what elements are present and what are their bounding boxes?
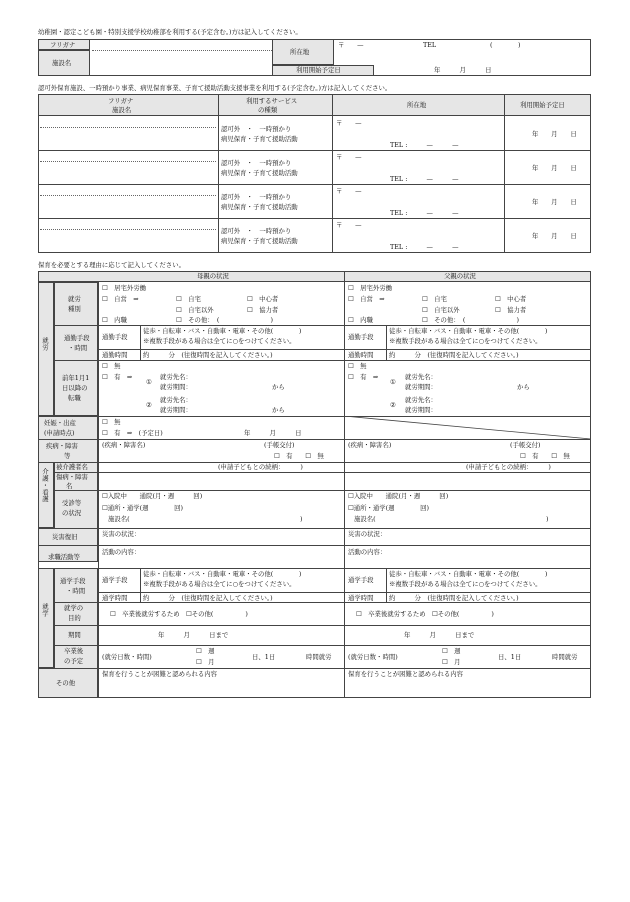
mother-disaster[interactable]: 災害の状況：	[102, 530, 141, 538]
mother-techo: (手帳交付)	[264, 441, 295, 449]
father-helper[interactable]: ☐ 協力者	[495, 306, 527, 314]
sec1-tel-field[interactable]: ( )	[490, 41, 521, 49]
row-line	[38, 528, 591, 529]
purpose-label-b: 目的	[68, 614, 81, 622]
other-label: その他	[56, 679, 76, 687]
row-line	[54, 472, 591, 473]
father-job1-name[interactable]: 就労先名：	[405, 373, 437, 381]
mother-commute-time-label: 通勤時間	[102, 351, 128, 359]
father-school-vline	[386, 568, 387, 602]
work-group-label: 就労	[41, 337, 49, 351]
sec1-tel-label: TEL	[423, 41, 437, 49]
work-type-label-a: 就労	[68, 295, 81, 303]
father-after-month[interactable]: ☐ 月	[442, 658, 461, 666]
father-tsusho[interactable]: ☐通所・通学(週 回)	[348, 504, 430, 512]
sec2-row3-svc2[interactable]: 病児保育・子育て援助活動	[221, 203, 298, 211]
father-job2-num: ②	[390, 401, 396, 409]
after-label-a: 卒業後	[64, 647, 84, 655]
sec2-hline2	[38, 184, 591, 185]
sec2-row1-tel[interactable]: TEL : — —	[390, 141, 459, 149]
school-means-label-a: 通学手段	[60, 577, 86, 585]
mother-school-vline	[140, 568, 141, 602]
sec2-row3-date[interactable]: 年 月 日	[532, 198, 577, 206]
row-line	[54, 645, 591, 646]
sec2-row1-postal[interactable]: 〒 —	[336, 119, 362, 127]
row-line	[38, 439, 591, 440]
mother-header: 母親の状況	[197, 272, 229, 280]
father-school-time-label: 通学時間	[348, 594, 374, 602]
row-line	[38, 568, 591, 569]
label-col-divider	[98, 282, 99, 698]
mother-school-hline	[98, 592, 344, 593]
mother-preg-has[interactable]: ☐ 有 ⇒ (予定日)	[102, 429, 163, 437]
mother-job1-period[interactable]: 就労期間：	[160, 383, 192, 391]
father-ill-name[interactable]: (疾病・障害名)	[348, 441, 392, 449]
work-group-divider	[54, 282, 55, 416]
mother-tsusho[interactable]: ☐通所・通学(週 回)	[102, 504, 184, 512]
mother-preg-date[interactable]: 年 月 日	[244, 429, 302, 437]
illness-label-b: 等	[64, 452, 71, 460]
father-hosp[interactable]: ☐入院中 通院(月・週 回)	[348, 492, 449, 500]
care-ill-label-b: 名	[66, 482, 73, 490]
mother-prev-none[interactable]: ☐ 無	[102, 362, 121, 370]
mother-school-means[interactable]: 徒歩・自転車・バス・自動車・電車・その他( )	[143, 570, 302, 578]
mother-job1-kara: から	[272, 383, 285, 391]
pregnancy-na-diagonal	[344, 416, 591, 439]
school-means-label-b: ・時間	[66, 587, 86, 595]
sec2-row4-tel[interactable]: TEL : — —	[390, 243, 459, 251]
father-outside-work[interactable]: ☐ 居宅外労働	[348, 284, 393, 292]
father-commute-hline	[344, 349, 591, 350]
mother-school-note: ※複数手段がある場合は全てに○をつけてください。	[143, 580, 296, 588]
sec1-start-label: 利用開始予定日	[296, 66, 341, 74]
sec1-heading: 幼稚園・認定こども園・特別支援学校幼稚部を利用する(予定含む。)方は記入してください。	[38, 28, 302, 36]
father-care-rel[interactable]: (申請子どもとの続柄： )	[466, 463, 551, 471]
mother-shisetsu-close: )	[300, 515, 303, 523]
row-line	[38, 668, 591, 669]
row-line	[54, 602, 591, 603]
preg-label-b: (申請時点)	[44, 429, 75, 437]
sec2-row2-svc2[interactable]: 病児保育・子育て援助活動	[221, 169, 298, 177]
father-period[interactable]: 年 月 日まで	[404, 631, 475, 639]
father-shisetsu-close: )	[546, 515, 549, 523]
father-school-hline	[344, 592, 591, 593]
mother-school-means-label: 通学手段	[102, 576, 128, 584]
sec1-start-value[interactable]: 年 月 日	[434, 66, 492, 74]
father-after-text: (就労日数・時間)	[348, 653, 398, 661]
school-group-label: 就学	[41, 603, 49, 617]
sec2-row2-svc1[interactable]: 認可外 ・ 一時預かり	[221, 159, 292, 167]
father-school-means-label: 通学手段	[348, 576, 374, 584]
sec1-postal[interactable]: 〒 —	[338, 41, 364, 49]
sec2-vline1	[218, 94, 219, 253]
sec2-dotted	[40, 127, 216, 128]
mother-techo-opts[interactable]: ☐ 有 ☐ 無	[274, 452, 324, 460]
sec2-row2-tel[interactable]: TEL : — —	[390, 175, 459, 183]
mother-after-text: (就労日数・時間)	[102, 653, 152, 661]
sec2-hline3	[38, 218, 591, 219]
mother-job2-name[interactable]: 就労先名：	[160, 396, 192, 404]
mother-commute-time[interactable]: 約 分 (往復時間を記入してください。)	[143, 351, 273, 359]
care-group-divider	[54, 462, 55, 528]
mother-commute-means[interactable]: 徒歩・自転車・バス・自動車・電車・その他( )	[143, 327, 302, 335]
mother-other-text[interactable]: 保育を行うことが困難と認められる内容	[102, 670, 218, 678]
mother-school-time[interactable]: 約 分 (往復時間を記入してください。)	[143, 594, 273, 602]
sec2-row4-svc1[interactable]: 認可外 ・ 一時預かり	[221, 227, 292, 235]
mother-piecework[interactable]: ☐ 内職	[102, 316, 127, 324]
mother-school-time-label: 通学時間	[102, 594, 128, 602]
father-commute-means[interactable]: 徒歩・自転車・バス・自動車・電車・その他( )	[389, 327, 548, 335]
sec2-col3: 所在地	[407, 101, 427, 109]
sec1-address-label: 所在地	[290, 48, 310, 56]
school-group-cell	[38, 568, 54, 668]
father-other[interactable]: ☐ その他： ( )	[422, 316, 519, 324]
mother-helper[interactable]: ☐ 協力者	[247, 306, 279, 314]
father-after-week[interactable]: ☐ 週	[442, 647, 461, 655]
father-header: 父親の状況	[444, 272, 476, 280]
father-job1-period[interactable]: 就労期間：	[405, 383, 437, 391]
sec2-row3-svc1[interactable]: 認可外 ・ 一時預かり	[221, 193, 292, 201]
father-self-employed[interactable]: ☐ 自営 ⇒	[348, 295, 385, 303]
father-commute-vline	[386, 325, 387, 360]
juryo-label-a: 受診等	[62, 499, 82, 507]
work-type-label-b: 種別	[68, 305, 81, 313]
mother-purpose[interactable]: ☐ 卒業後就労するため ☐その他( )	[110, 610, 248, 618]
commute-label-a: 通勤手段	[64, 334, 90, 342]
father-job1-kara: から	[517, 383, 530, 391]
row-line	[54, 325, 591, 326]
mother-period[interactable]: 年 月 日まで	[158, 631, 229, 639]
sec2-col1b: 施設名	[112, 106, 132, 114]
row-line	[38, 545, 591, 546]
sec2-heading: 認可外保育施設、一時預かり事業、病児保育事業、子育て援助活動支援事業を利用する(予定含む。)方は記入してください。	[38, 84, 392, 92]
care-person-label: 被介護者名	[56, 463, 88, 471]
care-ill-label-a: 傷病・障害	[56, 473, 88, 481]
mother-prev-has[interactable]: ☐ 有 ⇒	[102, 373, 133, 381]
row-line	[54, 360, 591, 361]
mother-after-week[interactable]: ☐ 週	[196, 647, 215, 655]
sec2-dotted	[40, 229, 216, 230]
care-group-label: 介護・看護	[41, 468, 49, 503]
mother-after-hours[interactable]: 時間就労	[306, 653, 332, 661]
sec3-header-row	[38, 271, 591, 282]
mother-job2-period[interactable]: 就労期間：	[160, 406, 192, 414]
after-label-b: の予定	[64, 657, 84, 665]
sec2-row4-postal[interactable]: 〒 —	[336, 221, 362, 229]
period-label: 期間	[68, 631, 81, 639]
mother-outside-work[interactable]: ☐ 居宅外労働	[102, 284, 147, 292]
mother-other[interactable]: ☐ その他： ( )	[176, 316, 273, 324]
mother-commute-hline	[98, 349, 344, 350]
sec2-row1-svc2[interactable]: 病児保育・子育て援助活動	[221, 135, 298, 143]
mother-seek[interactable]: 活動の内容：	[102, 548, 141, 556]
sec1-furigana-label: フリガナ	[50, 41, 76, 49]
father-prev-none[interactable]: ☐ 無	[348, 362, 367, 370]
father-techo-opts[interactable]: ☐ 有 ☐ 無	[520, 452, 570, 460]
father-seek[interactable]: 活動の内容：	[348, 548, 387, 556]
father-job2-name[interactable]: 就労先名：	[405, 396, 437, 404]
purpose-label-a: 就学の	[64, 604, 84, 612]
mother-after-days[interactable]: 日、1日	[252, 653, 276, 661]
sec2-row4-date[interactable]: 年 月 日	[532, 232, 577, 240]
father-commute-time-label: 通勤時間	[348, 351, 374, 359]
sec2-col2b: の種類	[258, 106, 278, 114]
preg-label-a: 妊娠・出産	[44, 419, 76, 427]
mother-after-month[interactable]: ☐ 月	[196, 658, 215, 666]
mother-commute-means-label: 通勤手段	[102, 333, 128, 341]
mother-job1-name[interactable]: 就労先名：	[160, 373, 192, 381]
illness-label-a: 疾病・障害	[46, 442, 78, 450]
school-group-divider	[54, 568, 55, 668]
mother-home[interactable]: ☐ 自宅	[176, 295, 201, 303]
mother-hosp[interactable]: ☐入院中 通院(月・週 回)	[102, 492, 203, 500]
sec2-row2-date[interactable]: 年 月 日	[532, 164, 577, 172]
mother-main[interactable]: ☐ 中心者	[247, 295, 279, 303]
prev-job-label-c: 転職	[68, 394, 81, 402]
seek-label: 求職活動等	[48, 553, 80, 561]
center-divider	[344, 271, 345, 698]
sec2-col2a: 利用するサービス	[246, 97, 298, 105]
father-main[interactable]: ☐ 中心者	[495, 295, 527, 303]
mother-job1-num: ①	[146, 378, 152, 386]
mother-commute-vline	[140, 325, 141, 360]
father-purpose[interactable]: ☐ 卒業後就労するため ☐その他( )	[356, 610, 494, 618]
sec2-row1-date[interactable]: 年 月 日	[532, 130, 577, 138]
sec2-vline2	[332, 94, 333, 253]
sec1-facility-label: 施設名	[52, 59, 72, 67]
prev-job-label-a: 前年1月1	[62, 374, 90, 382]
sec2-row2-postal[interactable]: 〒 —	[336, 153, 362, 161]
sec3-heading: 保育を必要とする理由に応じて記入してください。	[38, 261, 185, 269]
mother-job2-kara: から	[272, 406, 285, 414]
sec2-dotted	[40, 195, 216, 196]
sec2-row1-svc1[interactable]: 認可外 ・ 一時預かり	[221, 125, 292, 133]
father-disaster[interactable]: 災害の状況：	[348, 530, 387, 538]
mother-commute-note: ※複数手段がある場合は全てに○をつけてください。	[143, 337, 296, 345]
sec2-dotted	[40, 161, 216, 162]
father-techo: (手帳交付)	[510, 441, 541, 449]
sec2-hline1	[38, 150, 591, 151]
father-piecework[interactable]: ☐ 内職	[348, 316, 373, 324]
sec2-vline3	[504, 94, 505, 253]
disaster-label: 災害復旧	[52, 533, 78, 541]
father-job1-num: ①	[390, 378, 396, 386]
sec2-col4: 利用開始予定日	[520, 101, 565, 109]
juryo-label-b: の状況	[62, 509, 82, 517]
sec1-dotted	[92, 50, 272, 51]
mother-job2-num: ②	[146, 401, 152, 409]
mother-care-rel[interactable]: (申請子どもとの続柄： )	[218, 463, 303, 471]
sec2-row3-postal[interactable]: 〒 —	[336, 187, 362, 195]
father-school-means[interactable]: 徒歩・自転車・バス・自動車・電車・その他( )	[389, 570, 548, 578]
sec2-col1a: フリガナ	[108, 97, 134, 105]
mother-ill-name[interactable]: (疾病・障害名)	[102, 441, 146, 449]
father-after-days[interactable]: 日、1日	[498, 653, 522, 661]
father-commute-note: ※複数手段がある場合は全てに○をつけてください。	[389, 337, 542, 345]
sec2-row3-tel[interactable]: TEL : — —	[390, 209, 459, 217]
prev-job-label-b: 日以降の	[62, 384, 88, 392]
mother-shisetsu[interactable]: 施設名(	[108, 515, 130, 523]
row-line	[54, 625, 591, 626]
mother-outside-home[interactable]: ☐ 自宅以外	[176, 306, 214, 314]
mother-self-employed[interactable]: ☐ 自営 ⇒	[102, 295, 139, 303]
father-prev-has[interactable]: ☐ 有 ⇒	[348, 373, 379, 381]
father-home[interactable]: ☐ 自宅	[422, 295, 447, 303]
row-line	[54, 490, 591, 491]
mother-preg-none[interactable]: ☐ 無	[102, 418, 121, 426]
father-outside-home[interactable]: ☐ 自宅以外	[422, 306, 460, 314]
father-school-time[interactable]: 約 分 (往復時間を記入してください。)	[389, 594, 519, 602]
father-after-hours[interactable]: 時間就労	[552, 653, 578, 661]
sec2-row4-svc2[interactable]: 病児保育・子育て援助活動	[221, 237, 298, 245]
father-shisetsu[interactable]: 施設名(	[354, 515, 376, 523]
father-commute-means-label: 通勤手段	[348, 333, 374, 341]
father-other-text[interactable]: 保育を行うことが困難と認められる内容	[348, 670, 464, 678]
father-school-note: ※複数手段がある場合は全てに○をつけてください。	[389, 580, 542, 588]
father-job2-period[interactable]: 就労期間：	[405, 406, 437, 414]
father-commute-time[interactable]: 約 分 (往復時間を記入してください。)	[389, 351, 519, 359]
commute-label-b: ・時間	[68, 344, 88, 352]
